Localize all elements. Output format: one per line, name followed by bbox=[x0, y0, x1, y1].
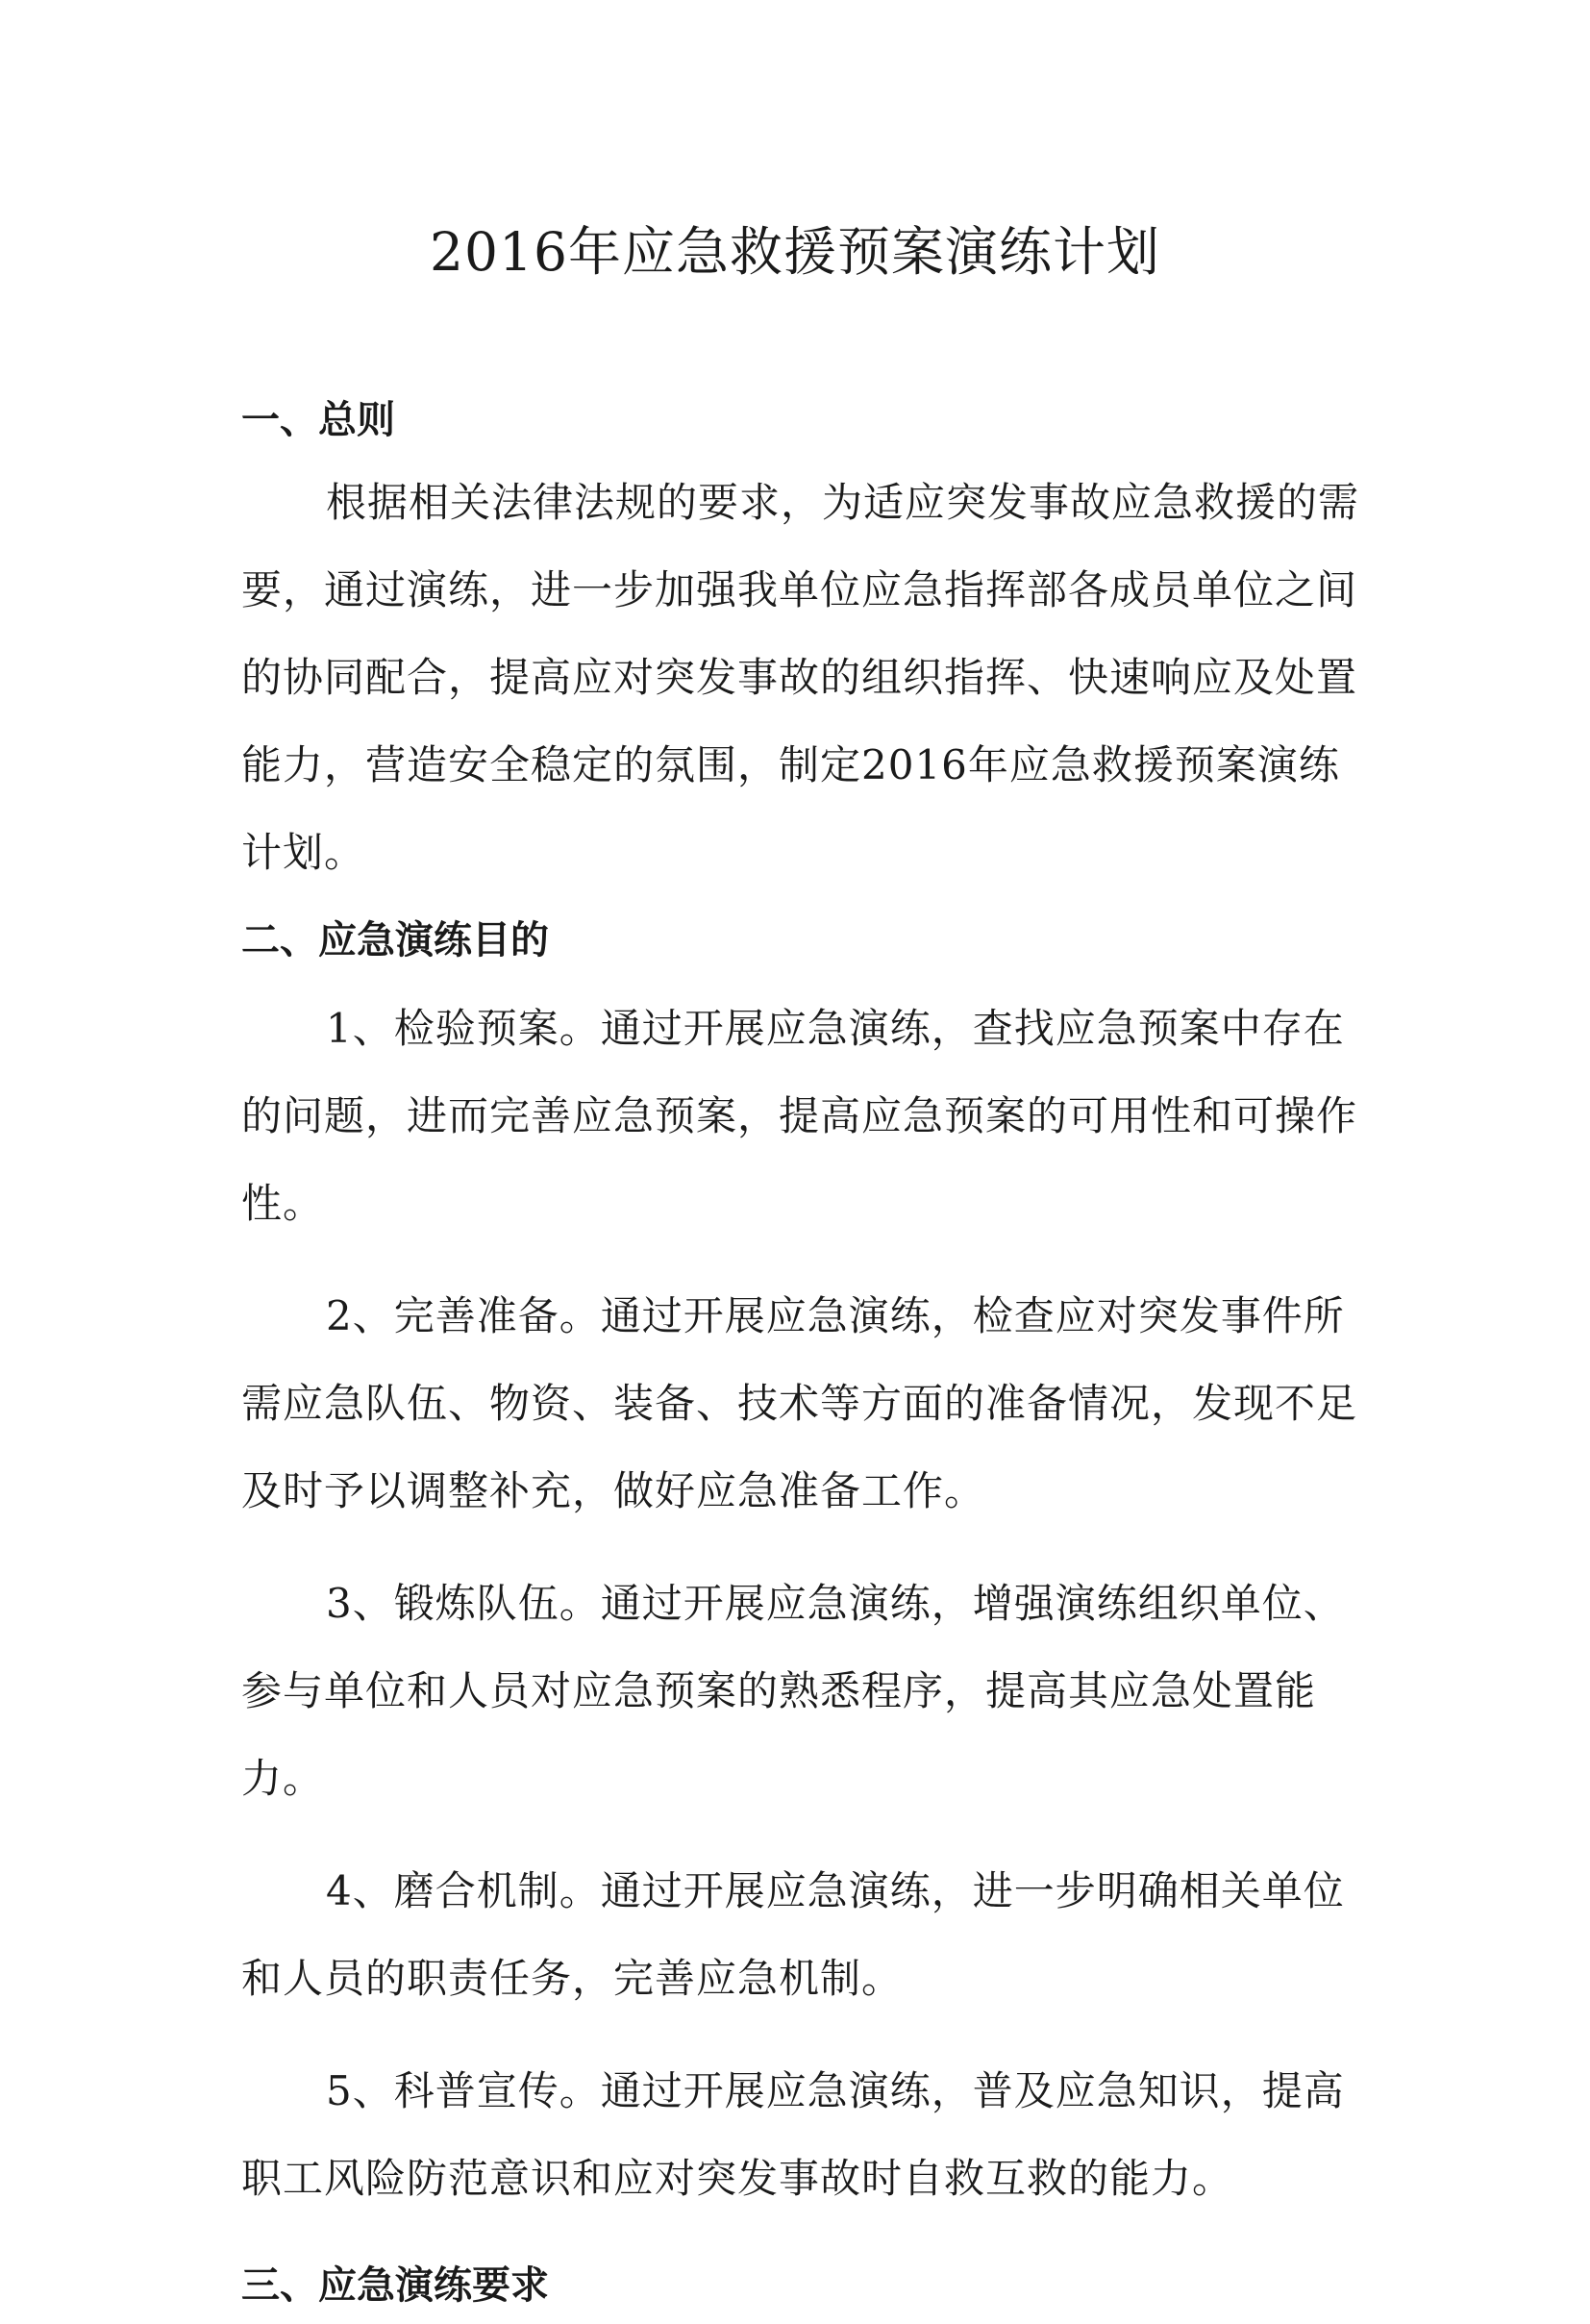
paragraph-purpose-3: 3、锻炼队伍。通过开展应急演练，增强演练组织单位、参与单位和人员对应急预案的熟悉程序，提高其应急处置能力。 bbox=[241, 1580, 1345, 1802]
paragraph-purpose-5: 5、科普宣传。通过开展应急演练，普及应急知识，提高职工风险防范意识和应对突发事故时自救互救的能力。 bbox=[241, 2067, 1345, 2202]
paragraph-general: 根据相关法律法规的要求，为适应突发事故应急救援的需要，通过演练，进一步加强我单位应急指挥部各成员单位之间的协同配合，提高应对突发事故的组织指挥、快速响应及处置能力，营造安全稳定的氛围，制定2016年应急救援预案演练计划。 bbox=[241, 479, 1360, 876]
document-body bbox=[241, 382, 1361, 2324]
paragraph-purpose-2: 2、完善准备。通过开展应急演练，检查应对突发事件所需应急队伍、物资、装备、技术等方面的准备情况，发现不足及时予以调整补充，做好应急准备工作。 bbox=[241, 1292, 1358, 1514]
paragraph-purpose-4: 4、磨合机制。通过开展应急演练，进一步明确相关单位和人员的职责任务，完善应急机制。 bbox=[241, 1867, 1345, 2002]
section-heading-requirements: 三、应急演练要求 bbox=[241, 2263, 549, 2308]
section-heading-general: 一、总则 bbox=[241, 398, 395, 442]
section-heading-purpose: 二、应急演练目的 bbox=[241, 918, 549, 962]
paragraph-purpose-1: 1、检验预案。通过开展应急演练，查找应急预案中存在的问题，进而完善应急预案，提高应急预案的可用性和可操作性。 bbox=[241, 1005, 1358, 1227]
document-title: 2016年应急救援预案演练计划 bbox=[430, 221, 1160, 283]
